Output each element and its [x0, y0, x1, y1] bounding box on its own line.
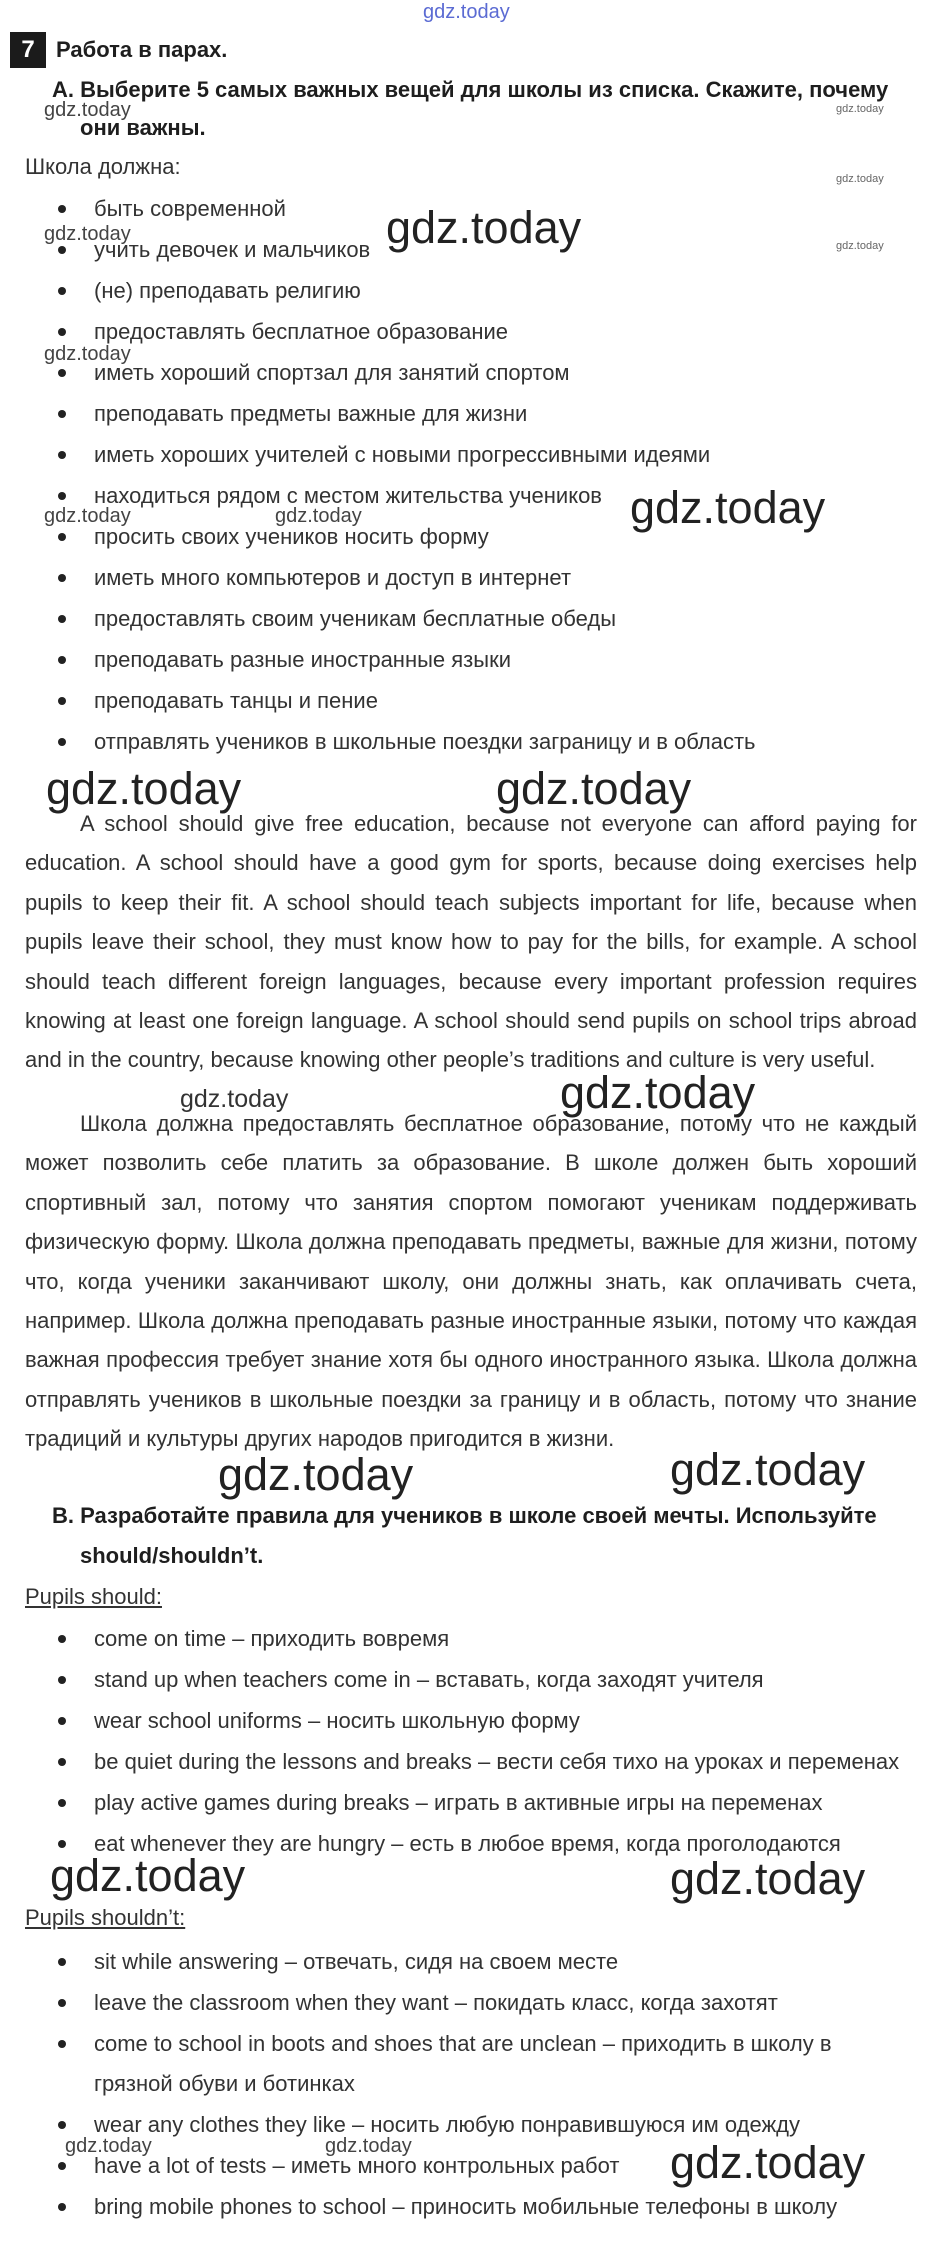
- section-b-heading: [52, 1497, 877, 1535]
- bullet-icon: [58, 328, 66, 336]
- bullet-icon: [58, 2162, 66, 2170]
- watermark-top: gdz.today: [423, 1, 510, 23]
- watermark: gdz.today: [44, 505, 131, 527]
- bullet-icon: [58, 1799, 66, 1807]
- document-page: gdz.today 7 Работа в парах. A. Выберите 5 самых важных вещей для школы из списка. Скажите, почему они важны. Школа должна: быть современной учить девочек и мальчиков (не) преподавать религию предоставлять бесплатное образование иметь хороший спортзал для занятий спортом преподавать предметы важные для жизни иметь хороших учителей с новыми прогрессивными идеями находиться рядом с местом жительства учеников просить своих учеников носить форму иметь много компьютеров и доступ в интернет предоставлять своим ученикам бесплатные обеды преподавать разные иностранные языки преподавать танцы и пение отправлять учеников в школьные поездки заграницу и в область A school should give free education, because not everyone can afford paying for education. A school should have a good gym for sports, because doing exercises help pupils to keep their fit. A school should teach subjects important for life, because when pupils leave their school, they must know how to pay for the bills, for example. A school should teach different foreign languages, because every important profession requires knowing at least one foreign language. A school should send pupils on school trips abroad and in the country, because knowing other people’s traditions and culture is very useful. Школа должна предоставлять бесплатное образование, потому что не каждый может позволить себе платить за образование. В школе должен быть хороший спортивный зал, потому что занятия спортом помогают ученикам поддерживать физическую форму. Школа должна преподавать предметы, важные для жизни, потому что, когда ученики заканчивают школу, они должны знать, как оплачивать счета, например. Школа должна преподавать разные иностранные языки, потому что каждая важная профессия требует знание хотя бы одного иностранного языка. Школа должна отправлять учеников в школьные поездки за границу и в область, потому что знание традиций и культуры других народов пригодится в жизни. B. Разработайте правила для учеников в школе своей мечты. Используйте should/shouldn’t. Pupils should: come on time – приходить вовремя stand up when teachers come in – вставать, когда заходят учителя wear school uniforms – носить школьную форму be quiet during the lessons and breaks – вести себя тихо на уроках и переменах play active games during breaks – играть в активные игры на переменах eat whenever they are hungry – есть в любое время, когда проголодаются Pupils shouldn’t: sit while answering – отвечать, сидя на своем месте leave the classroom when they want – покидать класс, когда захотят come to school in boots and shoes that are unclean – приходить в школу в грязной обуви и ботинках wear any clothes they like – носить любую понравившуюся им одежду have a lot of tests – иметь много контрольных работ bring mobile phones to school – приносить мобильные телефоны в школу gdz.today gdz.today gdz.today gdz.today gdz.today gdz.today gdz.today gdz.today gdz.today gdz.today gdz.today gdz.today gdz.today gdz.today gdz.today gdz.today gdz.today gdz.today gdz.today gdz.today gdz.today: [0, 0, 932, 2244]
- bullet-icon: [58, 1676, 66, 1684]
- watermark: gdz.today: [630, 482, 826, 533]
- task-title: Работа в парах.: [56, 37, 228, 62]
- bullet-icon: [58, 533, 66, 541]
- watermark: gdz.today: [496, 763, 692, 814]
- bullet-icon: [58, 1758, 66, 1766]
- bullet-icon: [58, 410, 66, 418]
- watermark: gdz.today: [670, 1853, 866, 1904]
- bullet-icon: [58, 697, 66, 705]
- watermark: gdz.today: [44, 223, 131, 245]
- watermark: gdz.today: [46, 763, 242, 814]
- bullet-icon: [58, 738, 66, 746]
- section-a-heading: [52, 71, 888, 109]
- paragraph-english: A school should give free education, because not everyone can afford paying for education. A school should have a good gym for sports, because doing exercises help pupils to keep their fit. A school should teach subjects important for life, because when pupils leave their school, they must know how to pay for the bills, for example. A school should teach different foreign languages, because every important profession requires knowing at least one foreign language. A school should send pupils on school trips abroad and in the country, because knowing other people’s traditions and culture is very useful.: [25, 811, 917, 1073]
- watermark: gdz.today: [836, 173, 884, 185]
- section-a-heading-line1: A. Выберите 5 самых важных вещей для школы из списка. Скажите, почему: [52, 77, 889, 102]
- bullet-icon: [58, 1717, 66, 1725]
- watermark: gdz.today: [65, 2135, 152, 2157]
- section-b-heading-line1: B. Разработайте правила для учеников в школе своей мечты. Используйте: [52, 1503, 877, 1528]
- section-a-intro: Школа должна:: [25, 154, 181, 179]
- bullet-icon: [58, 2203, 66, 2211]
- watermark: gdz.today: [325, 2135, 412, 2157]
- section-a-heading-line2: они важны.: [80, 115, 206, 140]
- bullet-icon: [58, 615, 66, 623]
- bullet-icon: [58, 492, 66, 500]
- watermark: gdz.today: [386, 202, 582, 253]
- bullet-icon: [58, 451, 66, 459]
- bullet-icon: [58, 1635, 66, 1643]
- watermark: gdz.today: [180, 1085, 289, 1113]
- task-header: [10, 32, 227, 68]
- watermark: gdz.today: [44, 99, 131, 121]
- watermark: gdz.today: [275, 505, 362, 527]
- paragraph-russian: Школа должна предоставлять бесплатное образование, потому что не каждый может позволить себе платить за образование. В школе должен быть хороший спортивный зал, потому что занятия спортом помогают ученикам поддерживать физическую форму. Школа должна преподавать предметы, важные для жизни, потому что, когда ученики заканчивают школу, они должны знать, как оплачивать счета, например. Школа должна преподавать разные иностранные языки, потому что каждая важная профессия требует знание хотя бы одного иностранного языка. Школа должна отправлять учеников в школьные поездки за границу и в область, потому что знание традиций и культуры других народов пригодится в жизни.: [25, 1111, 917, 1452]
- section-b-heading-line2: should/shouldn’t.: [80, 1543, 264, 1568]
- watermark: gdz.today: [50, 1850, 246, 1901]
- watermark: gdz.today: [670, 1444, 866, 1495]
- should-label: Pupils should:: [25, 1584, 162, 1609]
- section-b-heading-cont: [80, 1537, 263, 1575]
- bullet-icon: [58, 1840, 66, 1848]
- bullet-icon: [58, 656, 66, 664]
- watermark: gdz.today: [218, 1449, 414, 1500]
- watermark: gdz.today: [44, 343, 131, 365]
- bullet-icon: [58, 2040, 66, 2048]
- bullet-icon: [58, 1958, 66, 1966]
- task-number: 7: [10, 32, 46, 68]
- bullet-icon: [58, 574, 66, 582]
- bullet-icon: [58, 2121, 66, 2129]
- shouldnt-label: Pupils shouldn’t:: [25, 1905, 186, 1930]
- watermark: gdz.today: [836, 103, 884, 115]
- watermark: gdz.today: [670, 2137, 866, 2188]
- bullet-icon: [58, 1999, 66, 2007]
- bullet-icon: [58, 205, 66, 213]
- watermark: gdz.today: [836, 240, 884, 252]
- bullet-icon: [58, 246, 66, 254]
- bullet-icon: [58, 287, 66, 295]
- watermark: gdz.today: [560, 1067, 756, 1118]
- bullet-icon: [58, 369, 66, 377]
